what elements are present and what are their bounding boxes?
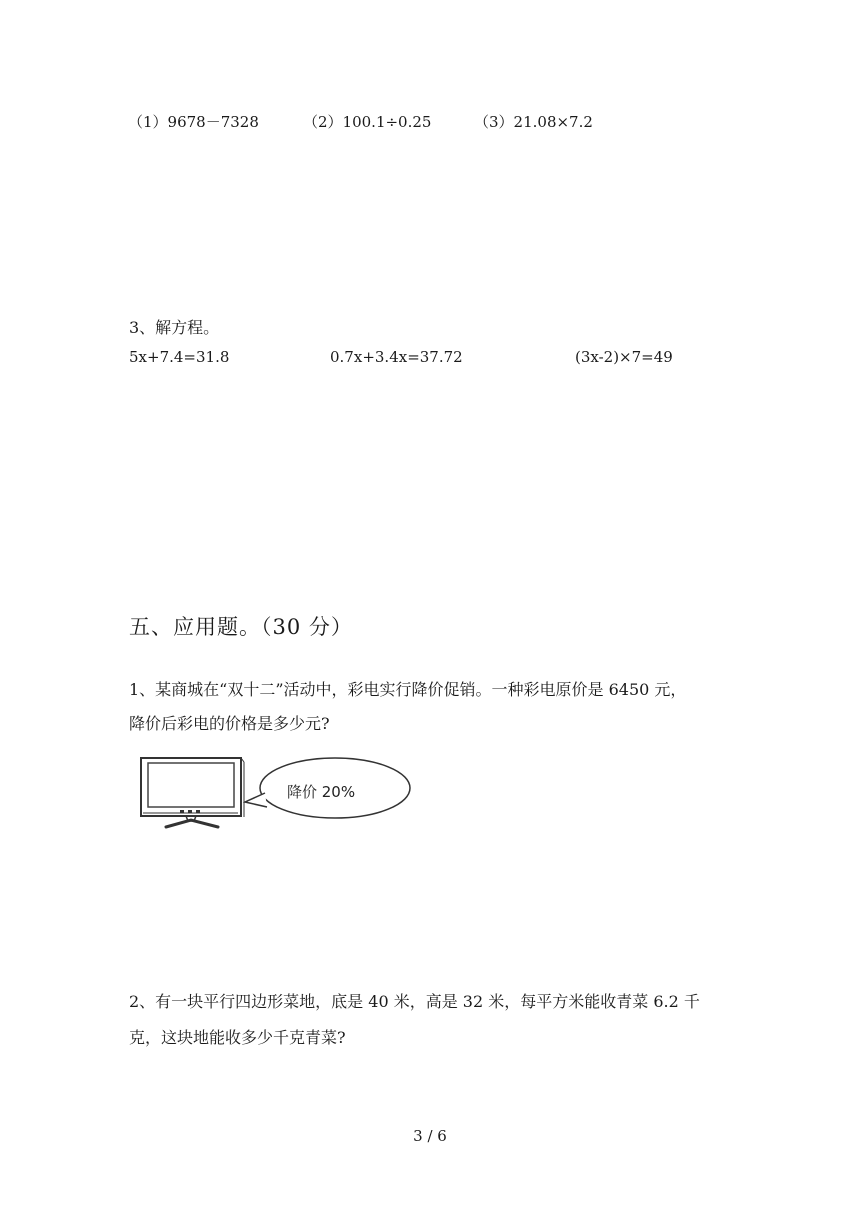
bubble-discount-text: 降价 20% [287,783,356,801]
equation-3: (3x-2)×7=49 [575,348,673,366]
page-number: 3 / 6 [413,1127,447,1145]
equations-heading: 3、解方程。 [129,318,220,337]
question-2-line-1: 2、有一块平行四边形菜地，底是 40 米，高是 32 米，每平方米能收青菜 6.2 千 [129,992,700,1011]
section-title: 五、应用题。（30 分） [129,615,353,639]
equation-1: 5x+7.4=31.8 [129,348,230,366]
question-1-line-1: 1、某商城在“双十二”活动中，彩电实行降价促销。一种彩电原价是 6450 元， [129,680,687,699]
question-1-line-2: 降价后彩电的价格是多少元? [129,714,330,733]
calc-item-3: （3）21.08×7.2 [474,113,593,131]
television-illustration [138,755,248,830]
equation-2: 0.7x+3.4x=37.72 [330,348,463,366]
calc-item-1: （1）9678－7328 [128,113,259,131]
calc-item-2: （2）100.1÷0.25 [303,113,432,131]
question-2-line-2: 克，这块地能收多少千克青菜? [129,1028,346,1047]
